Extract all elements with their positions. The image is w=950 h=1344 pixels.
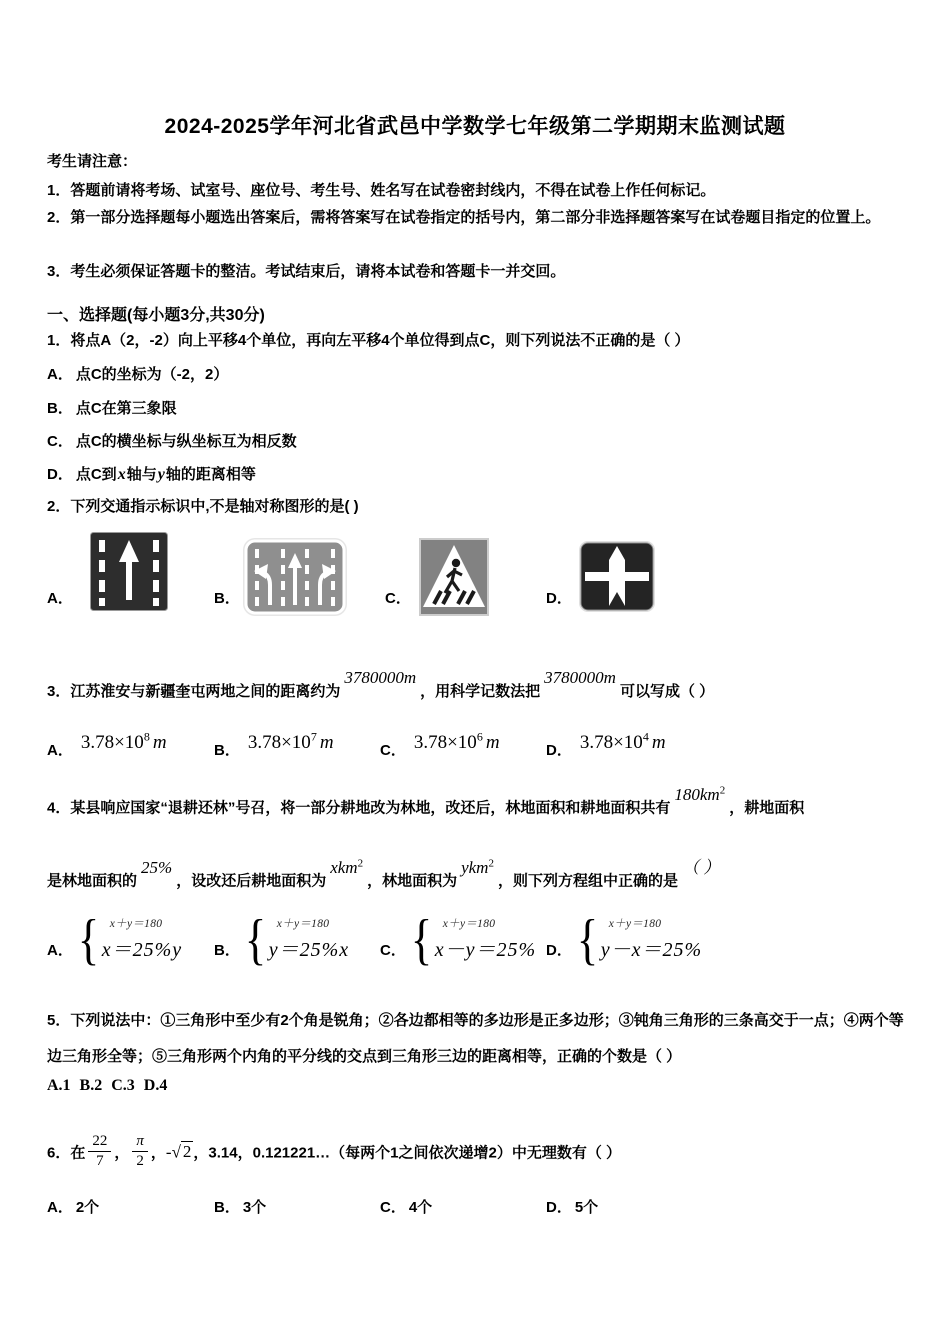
math-exponent: 2 xyxy=(719,784,726,796)
q5-answer-choices: A.1 B.2 C.3 D.4 xyxy=(47,1077,168,1094)
q4-option-b xyxy=(214,909,350,971)
q4-option-a xyxy=(47,909,183,971)
q6-option-b xyxy=(214,1196,266,1217)
q6-option-d xyxy=(546,1196,598,1217)
option-label: B． xyxy=(214,742,240,760)
option-label: D． xyxy=(47,466,73,483)
q3-option-b xyxy=(214,730,334,761)
q1-option-b xyxy=(47,397,177,418)
math-exponent: 2 xyxy=(488,857,494,869)
sci-exponent: 7 xyxy=(310,730,317,744)
sci-base: 3.78×10 xyxy=(579,732,643,754)
q1-option-a xyxy=(47,363,228,384)
sci-unit: m xyxy=(485,732,500,754)
q4-answer-paren: （ ） xyxy=(681,857,721,877)
page-title: 2024-2025学年河北省武邑中学数学七年级第二学期期末监测试题 xyxy=(164,115,786,138)
q6-stem-text: ， xyxy=(150,1144,166,1162)
q6-stem-text: 6．在 xyxy=(47,1144,86,1162)
sci-exponent: 4 xyxy=(642,730,649,744)
q4-x-area xyxy=(330,858,363,877)
option-text: 轴的距离相等 xyxy=(165,466,256,483)
q4-option-c xyxy=(380,909,537,971)
q4-stem-text: ，设改还后耕地面积为 xyxy=(176,872,327,890)
q3-stem xyxy=(47,668,715,702)
option-text: 5个 xyxy=(574,1199,599,1216)
brace-glyph: { xyxy=(576,909,599,971)
q3-distance-value: 3780000m xyxy=(344,668,417,687)
q2-option-c-label: C． xyxy=(385,590,411,607)
q2-option-d-label: D． xyxy=(546,590,572,607)
section-1-heading: 一、选择题(每小题3分,共30分) xyxy=(47,307,265,324)
sci-exponent: 6 xyxy=(476,730,483,744)
q6-stem xyxy=(47,1133,621,1171)
option-label: B． xyxy=(47,400,73,417)
minus-sign: - xyxy=(165,1142,172,1162)
option-label: B． xyxy=(214,1199,240,1216)
fraction-22-7 xyxy=(88,1133,111,1171)
option-text: 点C的坐标为（-2，2） xyxy=(75,366,229,383)
sci-base: 3.78×10 xyxy=(247,732,311,754)
option-label: A． xyxy=(47,742,73,760)
option-text: 点C的横坐标与纵坐标互为相反数 xyxy=(75,433,297,450)
sci-unit: m xyxy=(651,732,666,754)
option-text: 3个 xyxy=(242,1199,267,1216)
crossroad-sign-icon xyxy=(578,540,656,613)
option-text: 4个 xyxy=(408,1199,433,1216)
math-var-x: x xyxy=(117,466,126,483)
q6-option-c xyxy=(380,1196,432,1217)
q4-percent: 25% xyxy=(141,857,173,877)
fraction-pi-2 xyxy=(132,1133,148,1171)
q1-stem: 1．将点A（2，-2）向上平移4个单位，再向左平移4个单位得到点C，则下列说法不正确的是（ ） xyxy=(47,332,690,349)
equation-top: x＋y＝180 xyxy=(442,918,496,930)
option-label: D． xyxy=(546,742,572,760)
q4-stem-text: ，则下列方程组中正确的是 xyxy=(497,872,678,890)
notice-item-2: 2．第一部分选择题每小题选出答案后，需将答案写在试卷指定的括号内，第二部分非选择题答案写在试卷题目指定的位置上。 xyxy=(47,209,881,226)
sci-unit: m xyxy=(319,732,334,754)
q6-stem-text: ，3.14，0.121221…（每两个1之间依次递增2）中无理数有（ ） xyxy=(193,1144,622,1162)
equation-top: x＋y＝180 xyxy=(109,918,163,930)
fraction-numerator: 22 xyxy=(92,1133,108,1149)
math-exponent: 2 xyxy=(357,857,364,869)
q4-stem-text: 4．某县响应国家“退耕还林”号召，将一部分耕地改为林地，改还后，林地面积和耕地面积共有 xyxy=(47,799,671,817)
math-value: 180km xyxy=(674,784,720,804)
lane-direction-sign-icon xyxy=(242,537,348,617)
option-text: 轴与 xyxy=(126,466,157,483)
fraction-denominator: 2 xyxy=(132,1151,148,1170)
q6-option-a xyxy=(47,1196,99,1217)
option-label: A． xyxy=(47,1199,73,1216)
q3-option-c xyxy=(380,730,500,761)
sci-notation xyxy=(81,732,167,753)
equation-bottom: x－y＝25% xyxy=(434,939,537,961)
option-label: D． xyxy=(546,1199,572,1216)
equation-bottom: y＝25%x xyxy=(268,939,350,961)
q3-stem-text: ，用科学记数法把 xyxy=(420,683,541,700)
q6-stem-text: ， xyxy=(114,1144,130,1162)
option-label: A． xyxy=(47,366,73,383)
q4-stem-text: ，耕地面积 xyxy=(729,799,805,817)
sci-base: 3.78×10 xyxy=(413,732,477,754)
option-label: D． xyxy=(546,942,572,959)
q3-distance-value: 3780000m xyxy=(544,668,616,687)
equation-top: x＋y＝180 xyxy=(608,918,662,930)
q1-option-c xyxy=(47,430,297,451)
option-text: 点C到 xyxy=(75,466,117,483)
brace-glyph: { xyxy=(410,909,433,971)
brace-glyph: { xyxy=(77,909,100,971)
equation-bottom: x＝25%y xyxy=(101,939,183,961)
equation-system xyxy=(269,912,349,968)
q3-option-a xyxy=(47,730,167,761)
math-var-y: y xyxy=(157,466,165,483)
option-label: C． xyxy=(380,942,406,959)
fraction-numerator: π xyxy=(136,1133,144,1149)
radicand: 2 xyxy=(182,1142,192,1162)
brace-glyph: { xyxy=(244,909,267,971)
q5-stem: 5．下列说法中：①三角形中至少有2个角是锐角；②各边都相等的多边形是正多边形；③钝角三角形的三条高交于一点；④两个等边三角形全等；⑤三角形两个内角的平分线的交点到三角形三边的距离相等，正确的个数是（ ） xyxy=(47,1012,904,1065)
equation-system xyxy=(435,912,536,968)
q3-stem-text: 可以写成（ ） xyxy=(619,683,715,700)
notice-item-3: 3．考生必须保证答题卡的整洁。考试结束后，请将本试卷和答题卡一并交回。 xyxy=(47,263,566,280)
option-text: 2个 xyxy=(75,1199,100,1216)
pedestrian-crossing-sign-icon xyxy=(419,538,489,616)
q4-stem-line2 xyxy=(47,857,724,892)
sci-notation xyxy=(580,732,666,753)
option-label: C． xyxy=(47,433,73,450)
option-label: C． xyxy=(380,1199,406,1216)
radical-glyph: √ xyxy=(171,1142,181,1162)
sci-notation xyxy=(414,732,500,753)
q2-option-a-label: A． xyxy=(47,590,73,607)
option-text: 点C在第三象限 xyxy=(75,400,177,417)
q1-option-d xyxy=(47,463,256,484)
q4-stem-line1 xyxy=(47,784,805,819)
q4-total-area xyxy=(674,785,725,804)
notice-heading: 考生请注意： xyxy=(47,153,138,170)
option-label: C． xyxy=(380,742,406,760)
equation-top: x＋y＝180 xyxy=(276,918,330,930)
q2-option-b-label: B． xyxy=(214,590,240,607)
math-value: xkm xyxy=(330,857,358,877)
sci-unit: m xyxy=(152,732,167,754)
notice-item-1: 1．答题前请将考场、试室号、座位号、考生号、姓名写在试卷密封线内，不得在试卷上作任何标记。 xyxy=(47,182,716,199)
q4-option-d xyxy=(546,909,703,971)
math-value: ykm xyxy=(461,857,489,877)
equation-system xyxy=(601,912,702,968)
sci-exponent: 8 xyxy=(143,730,150,744)
q4-stem-text: ，林地面积为 xyxy=(367,872,458,890)
equation-bottom: y－x＝25% xyxy=(600,939,703,961)
q4-y-area xyxy=(461,858,494,877)
q3-option-d xyxy=(546,730,666,761)
q3-stem-text: 3．江苏淮安与新疆奎屯两地之间的距离约为 xyxy=(47,683,341,700)
option-label: A． xyxy=(47,942,73,959)
q2-stem: 2．下列交通指示标识中,不是轴对称图形的是( ) xyxy=(47,498,359,515)
q4-stem-text: 是林地面积的 xyxy=(47,872,138,890)
option-label: B． xyxy=(214,942,240,959)
sci-notation xyxy=(248,732,334,753)
fraction-denominator: 7 xyxy=(88,1151,111,1170)
equation-system xyxy=(102,912,182,968)
sci-base: 3.78×10 xyxy=(80,732,144,754)
sqrt-2-expression xyxy=(166,1141,194,1161)
straight-ahead-sign-icon xyxy=(90,532,168,611)
